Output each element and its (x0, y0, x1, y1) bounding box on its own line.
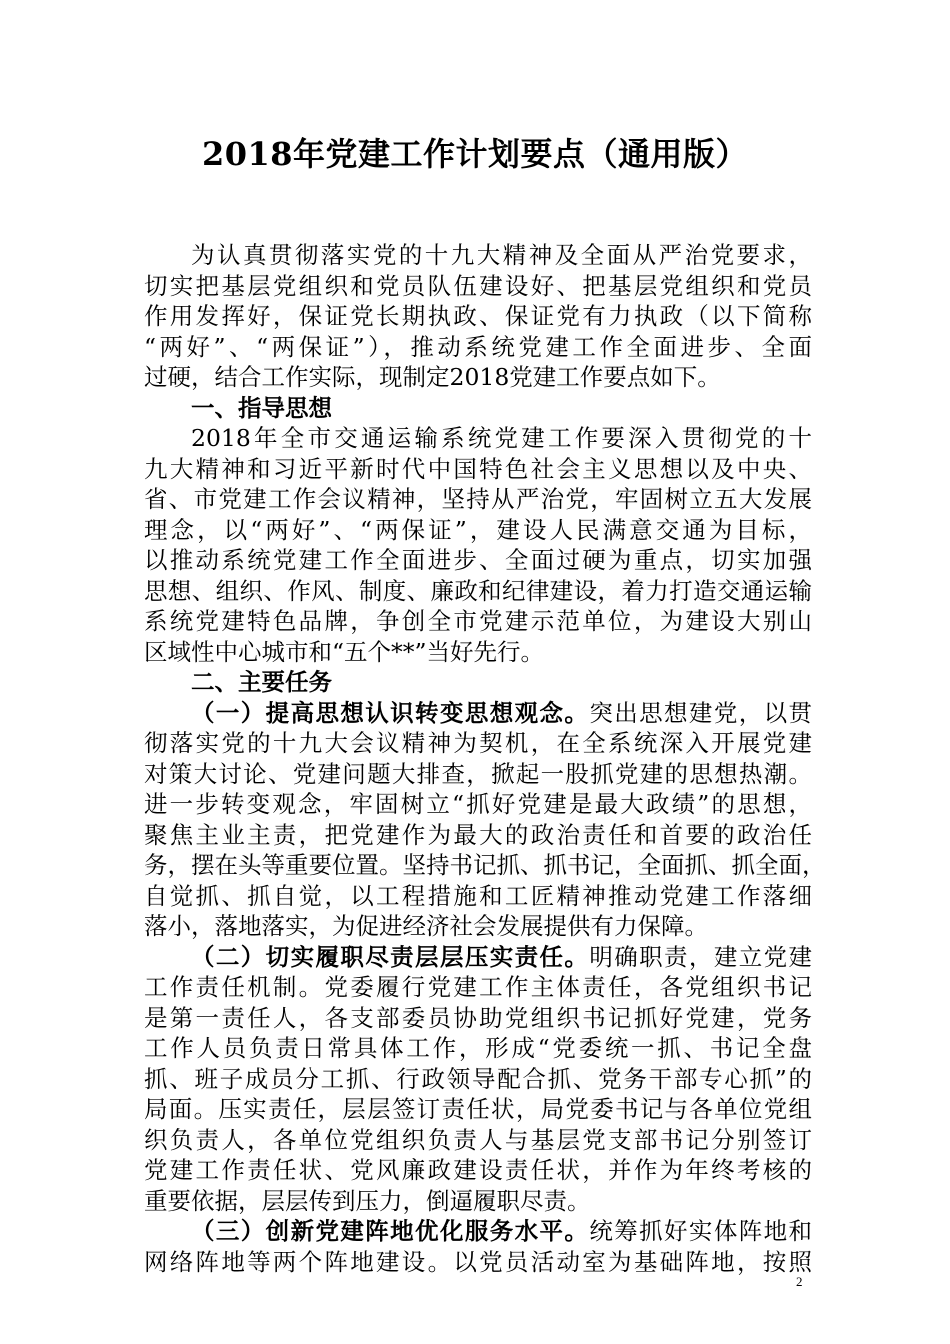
paragraph-line: 以推动系统党建工作全面进步、全面过硬为重点，切实加强 (144, 546, 812, 574)
paragraph-line (144, 942, 812, 973)
paragraph-line: 2018年全市交通运输系统党建工作要深入贯彻党的十 (191, 424, 812, 452)
paragraph-line: 党建工作责任状、党风廉政建设责任状，并作为年终考核的 (144, 1156, 812, 1184)
section-heading: 一、指导思想 (191, 393, 332, 422)
paragraph-line: 切实把基层党组织和党员队伍建设好、把基层党组织和党员 (144, 271, 812, 300)
document-title: 2018年党建工作计划要点（通用版） (201, 135, 749, 173)
paragraph-line: 彻落实党的十九大会议精神为契机，在全系统深入开展党建 (144, 729, 812, 757)
paragraph-line: 重要依据，层层传到压力，倒逼履职尽责。 (144, 1186, 591, 1215)
paragraph-line: 工作责任机制。党委履行党建工作主体责任，各党组织书记 (144, 973, 812, 1001)
paragraph-line: 九大精神和习近平新时代中国特色社会主义思想以及中央、 (144, 454, 812, 483)
paragraph-line: 抓、班子成员分工抓、行政领导配合抓、党务干部专心抓”的 (144, 1064, 812, 1093)
paragraph-line: 思想、组织、作风、制度、廉政和纪律建设，着力打造交通运输 (144, 576, 812, 605)
paragraph-text: 突出思想建党，以贯 (589, 698, 813, 727)
paragraph-line: 区域性中心城市和“五个**”当好先行。 (144, 637, 545, 666)
paragraph-line: 网络阵地等两个阵地建设。以党员活动室为基础阵地，按照 (144, 1247, 812, 1276)
subsection-lead: （三）创新党建阵地优化服务水平。 (191, 1217, 590, 1245)
paragraph-line: 系统党建特色品牌，争创全市党建示范单位，为建设大别山 (144, 607, 812, 635)
section-heading: 二、主要任务 (191, 668, 332, 696)
paragraph-line (144, 698, 812, 729)
paragraph-line: 聚焦主业主责，把党建作为最大的政治责任和首要的政治任 (144, 820, 812, 849)
page-number: 2 (796, 1274, 803, 1289)
paragraph-text: 明确职责，建立党建 (589, 942, 813, 971)
paragraph-line: “两好”、“两保证”），推动系统党建工作全面进步、全面 (144, 332, 812, 361)
paragraph-line: 落小，落地落实，为促进经济社会发展提供有力保障。 (144, 912, 708, 940)
paragraph-line: 自觉抓、抓自觉，以工程措施和工匠精神推动党建工作落细 (144, 881, 812, 910)
paragraph-line: 进一步转变观念，牢固树立“抓好党建是最大政绩”的思想， (144, 790, 812, 818)
paragraph-line: 局面。压实责任，层层签订责任状，局党委书记与各单位党组 (144, 1095, 812, 1123)
paragraph-line: 织负责人，各单位党组织负责人与基层党支部书记分别签订 (144, 1125, 812, 1154)
paragraph-line: 省、市党建工作会议精神，坚持从严治党，牢固树立五大发展 (144, 485, 812, 513)
paragraph-line: 理念，以“两好”、“两保证”，建设人民满意交通为目标， (144, 515, 812, 544)
subsection-lead: （一）提高思想认识转变思想观念。 (191, 698, 590, 727)
paragraph-line: 是第一责任人，各支部委员协助党组织书记抓好党建，党务 (144, 1003, 812, 1032)
paragraph-line: 作用发挥好，保证党长期执政、保证党有力执政（以下简称 (144, 302, 812, 330)
paragraph-line: 为认真贯彻落实党的十九大精神及全面从严治党要求， (191, 241, 812, 269)
paragraph-line: 工作人员负责日常具体工作，形成“党委统一抓、书记全盘 (144, 1034, 812, 1062)
paragraph-line: 务，摆在头等重要位置。坚持书记抓、抓书记，全面抓、抓全面， (144, 851, 826, 879)
subsection-lead: （二）切实履职尽责层层压实责任。 (191, 942, 590, 971)
document-body (144, 240, 826, 1277)
paragraph-line: 对策大讨论、党建问题大排查，掀起一股抓党建的思想热潮。 (144, 759, 812, 788)
paragraph-line (144, 1216, 812, 1247)
paragraph-text: 统筹抓好实体阵地和 (589, 1217, 813, 1245)
paragraph-line: 过硬，结合工作实际，现制定2018党建工作要点如下。 (144, 363, 721, 391)
